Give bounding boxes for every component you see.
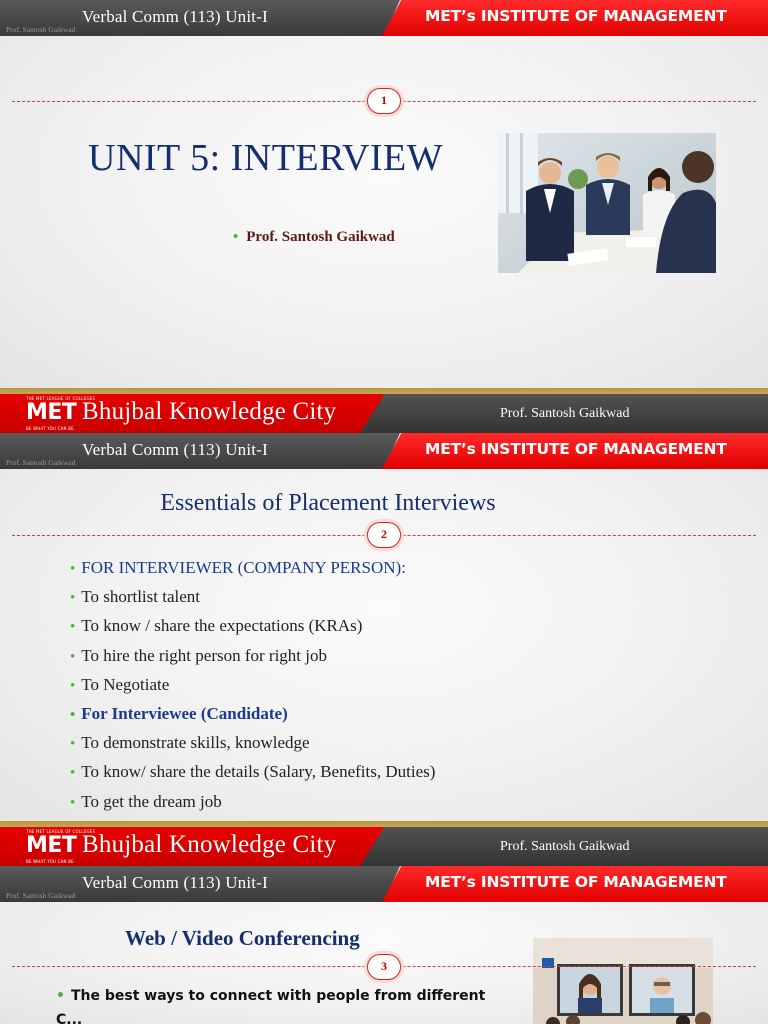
bullet-icon: • (70, 706, 76, 723)
slide-1 (0, 0, 768, 388)
bullet-icon: • (70, 648, 76, 665)
bullet-icon: • (233, 229, 239, 245)
institute-label: MET’s INSTITUTE OF MANAGEMENT (425, 440, 727, 458)
footer-presenter: Prof. Santosh Gaikwad (500, 406, 630, 421)
bullet-icon: • (70, 736, 76, 753)
bullet-icon: • (56, 988, 65, 1004)
slide-header (0, 866, 768, 902)
watermark: Prof. Santosh Gaikwad (6, 25, 76, 34)
slide-title: UNIT 5: INTERVIEW (88, 137, 444, 179)
slide-header (0, 433, 768, 469)
institute-label: MET’s INSTITUTE OF MANAGEMENT (425, 873, 727, 891)
page-number: 1 (367, 88, 401, 114)
watermark: Prof. Santosh Gaikwad (6, 458, 76, 467)
slide-footer (0, 821, 768, 866)
slide-2 (0, 433, 768, 821)
logo-tagline-bottom: BE WHAT YOU CAN BE (26, 426, 74, 431)
bullet-list (70, 558, 435, 821)
institute-label: MET’s INSTITUTE OF MANAGEMENT (425, 7, 727, 25)
course-label: Verbal Comm (113) Unit-I (82, 7, 268, 26)
slide-header (0, 0, 768, 36)
logo-tagline-bottom: BE WHAT YOU CAN BE (26, 859, 74, 864)
list-item: • To hire the right person for right job (70, 645, 327, 665)
bullet-icon: • (70, 794, 76, 811)
interview-photo (498, 133, 716, 273)
bullet-icon: • (70, 590, 76, 607)
bullet-icon: • (70, 677, 76, 694)
list-item: • To shortlist talent (70, 587, 201, 607)
watermark: Prof. Santosh Gaikwad (6, 891, 76, 900)
list-item: • FOR INTERVIEWER (COMPANY PERSON): (70, 558, 406, 577)
slide-title: Web / Video Conferencing (125, 926, 360, 950)
presenter-name: Prof. Santosh Gaikwad (246, 229, 395, 245)
list-item: • The best ways to connect with people from different (56, 988, 486, 1004)
course-label: Verbal Comm (113) Unit-I (82, 873, 268, 892)
slide-3 (0, 866, 768, 1024)
bullet-icon: • (70, 561, 76, 577)
met-logo: MET (26, 400, 77, 425)
bullet-icon: • (70, 619, 76, 636)
list-item: • For Interviewee (Candidate) (70, 703, 288, 723)
list-item: C... (56, 1012, 83, 1024)
list-item: • To know / share the expectations (KRAs) (70, 616, 363, 636)
slide-footer (0, 388, 768, 433)
page-number: 2 (367, 522, 401, 548)
logo-tagline-top: THE MET LEAGUE OF COLLEGES (26, 829, 96, 834)
list-item: • To get the dream job (70, 791, 222, 811)
footer-presenter: Prof. Santosh Gaikwad (500, 839, 630, 854)
campus-name: Bhujbal Knowledge City (82, 398, 337, 425)
bullet-icon: • (70, 765, 76, 782)
presenter-bullet (233, 229, 395, 246)
met-logo: MET (26, 833, 77, 858)
logo-tagline-top: THE MET LEAGUE OF COLLEGES (26, 396, 96, 401)
list-item: • To demonstrate skills, knowledge (70, 733, 310, 753)
list-item: • To know/ share the details (Salary, Benefits, Duties) (70, 762, 436, 782)
slide-title: Essentials of Placement Interviews (160, 490, 496, 516)
course-label: Verbal Comm (113) Unit-I (82, 440, 268, 459)
campus-name: Bhujbal Knowledge City (82, 831, 337, 858)
page-number: 3 (367, 954, 401, 980)
list-item: • To Negotiate (70, 674, 170, 694)
video-conference-photo (533, 938, 713, 1024)
